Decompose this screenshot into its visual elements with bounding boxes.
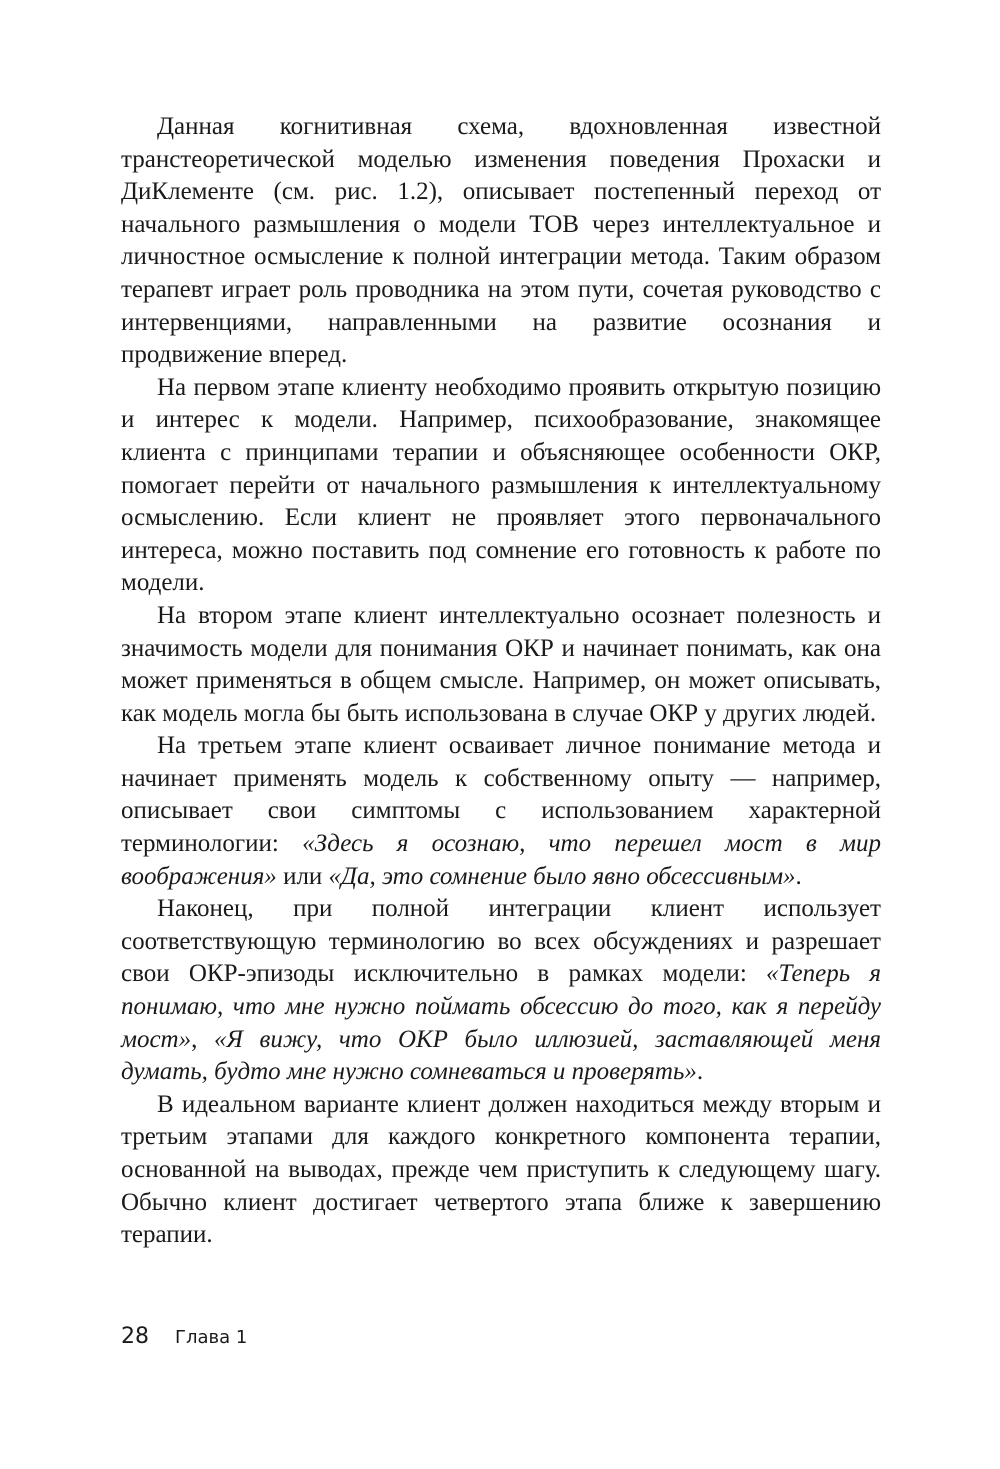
paragraph-text: ,: [191, 1025, 214, 1053]
page-body: [121, 111, 881, 1252]
paragraph-text: Наконец, при полной интеграции клиент использует соответствующую терминологию во всех обсуждениях и разрешает свои ОКР-эпизоды исключительно в рамках модели:: [121, 895, 881, 988]
quote-text: «Я вижу, что ОКР было иллюзией, заставляющей меня думать, будто мне нужно сомневаться и проверять»: [121, 1025, 881, 1086]
quote-text: «Теперь я понимаю, что мне нужно поймать обсессию до того, как я перейду мост»: [121, 960, 881, 1053]
page-footer: [121, 1324, 247, 1349]
paragraph-text: На втором этапе клиент интеллектуально осознает полезность и значимость модели для понимания ОКР и начинает понимать, как она может применяться в общем смысле. Например, он может описывать, как модель могла бы быть использована в случае ОКР у других людей.: [121, 601, 881, 727]
paragraph-text: или: [276, 862, 329, 890]
paragraph-text: .: [696, 1058, 704, 1086]
paragraph-text: На третьем этапе клиент осваивает личное понимание метода и начинает применять модель к собственному опыту — например, описывает свои симптомы с использованием характерной терминологии:: [121, 732, 881, 858]
chapter-label: Глава 1: [175, 1327, 248, 1348]
quote-text: «Здесь я осознаю, что перешел мост в мир воображения»: [121, 830, 881, 890]
page-number: 28: [121, 1324, 149, 1349]
paragraph: [121, 1089, 881, 1252]
paragraph-text: В идеальном варианте клиент должен находиться между вторым и третьим этапами для каждого конкретного компонента терапии, основанной на выводах, прежде чем приступить к следующему шагу. Обычно клиент достигает четвертого этапа ближе к завершению терапии.: [121, 1090, 881, 1249]
paragraph: [121, 730, 881, 893]
paragraph-text: Данная когнитивная схема, вдохновленная известной транстеоретической моделью изменения поведения Прохаски и ДиКлементе (см. рис. 1.2), описывает постепенный переход от начального размышления о модели ТОВ через интеллектуальное и личностное осмысление к полной интеграции метода. Таким образом терапевт играет роль проводника на этом пути, сочетая руководство с интервенциями, направленными на развитие осознания и продвижение вперед.: [121, 113, 881, 369]
quote-text: «Да, это сомнение было явно обсессивным»: [328, 862, 796, 890]
paragraph-text: .: [795, 862, 802, 890]
paragraph: [121, 600, 881, 730]
paragraph: [121, 111, 881, 372]
paragraph: [121, 893, 881, 1089]
paragraph: [121, 372, 881, 600]
paragraph-text: На первом этапе клиенту необходимо проявить открытую позицию и интерес к модели. Например, психообразование, знакомящее клиента с принципами терапии и объясняющее особенности ОКР, помогает перейти от начального размышления к интеллектуальному осмыслению. Если клиент не проявляет этого первоначального интереса, можно поставить под сомнение его готовность к работе по модели.: [121, 373, 881, 597]
